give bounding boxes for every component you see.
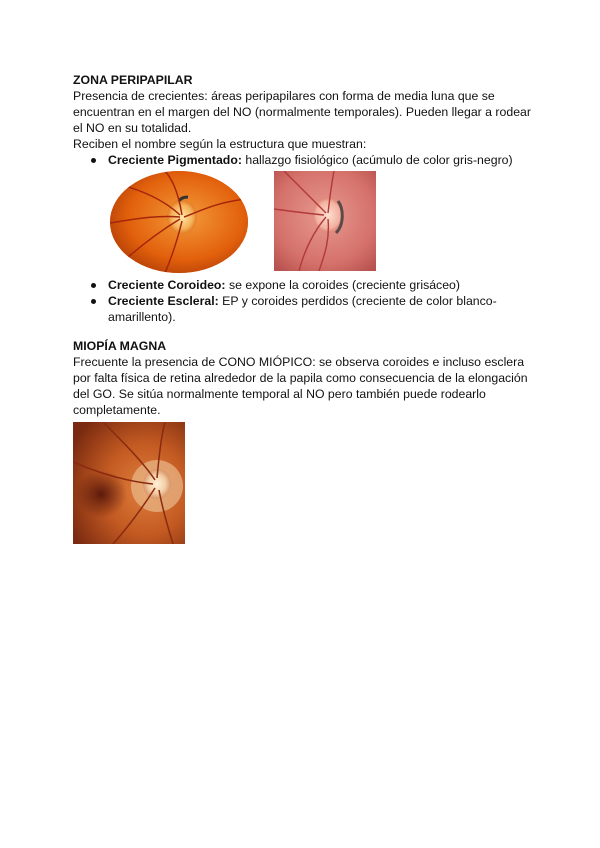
section-miopia-magna bbox=[73, 338, 543, 544]
bullet-text: se expone la coroides (creciente grisáceo) bbox=[225, 278, 460, 292]
fundus-photo-myopic-cone bbox=[73, 422, 185, 544]
bullet-text: EP y coroides perdidos (creciente de color blanco-amarillento). bbox=[108, 294, 497, 324]
list-item-escleral bbox=[108, 293, 543, 325]
list-item-coroideo bbox=[108, 277, 543, 293]
intro-paragraph: Presencia de crecientes: áreas peripapilares con forma de media luna que se encuentran en el margen del NO (normalmente temporales). Pueden llegar a rodear el NO en su totalidad. bbox=[73, 89, 531, 135]
list-item-pigmentado bbox=[108, 152, 543, 168]
fundus-photo-choroidal bbox=[274, 171, 376, 271]
classification-paragraph: Reciben el nombre según la estructura que muestran: bbox=[73, 137, 367, 151]
fundus-photo-pigmented bbox=[110, 171, 248, 273]
miopia-paragraph: Frecuente la presencia de CONO MIÓPICO: se observa coroides e incluso esclera por falta física de retina alrededor de la papila como consecuencia de la elongación del GO. Se sitúa normalmente temporal al NO pero también puede rodearlo completamente. bbox=[73, 355, 528, 417]
section-heading-zona-peripapilar: ZONA PERIPAPILAR bbox=[73, 73, 193, 87]
bullet-term: Creciente Pigmentado: bbox=[108, 153, 242, 167]
document-page bbox=[73, 72, 543, 544]
bullet-term: Creciente Escleral: bbox=[108, 294, 219, 308]
bullet-text: hallazgo fisiológico (acúmulo de color gris-negro) bbox=[241, 153, 513, 167]
crescent-list-continued bbox=[73, 277, 543, 325]
bullet-term: Creciente Coroideo: bbox=[108, 278, 226, 292]
fundus-image-row bbox=[110, 171, 543, 273]
section-heading-miopia-magna: MIOPÍA MAGNA bbox=[73, 339, 167, 353]
crescent-list bbox=[73, 152, 543, 168]
